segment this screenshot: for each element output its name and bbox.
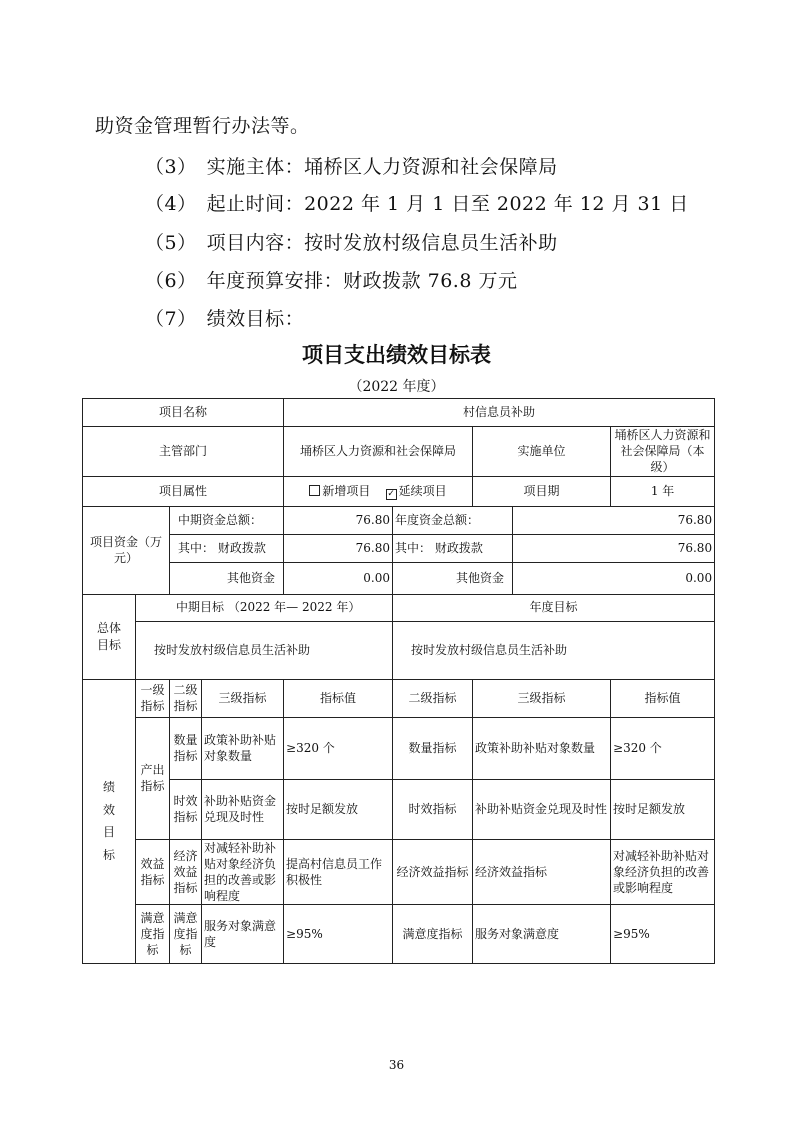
time-indicator-year: 补助补贴资金兑现及时性 — [473, 779, 611, 839]
time-indicator-label-year: 时效指标 — [393, 779, 473, 839]
attr-label: 项目属性 — [83, 476, 284, 506]
satisfaction-label: 满意度指标 — [136, 905, 170, 964]
body-line-2: （3） 实施主体：埇桥区人力资源和社会保障局 — [145, 156, 558, 178]
econ-indicator-year: 经济效益指标 — [473, 839, 611, 905]
qty-value: ≥320 个 — [284, 717, 393, 779]
mid-other-label: 其他资金 — [170, 562, 284, 594]
time-indicator-label: 时效指标 — [170, 779, 202, 839]
satisfaction-value-year: ≥95% — [611, 905, 715, 964]
qty-indicator: 政策补助补贴对象数量 — [202, 717, 284, 779]
project-name-value: 村信息员补助 — [284, 399, 715, 427]
fund-label: 项目资金（万元） — [83, 506, 170, 594]
unit-label: 实施单位 — [473, 427, 611, 477]
mid-other-value: 0.00 — [284, 562, 393, 594]
header-value: 指标值 — [284, 679, 393, 717]
econ-indicator: 对减轻补助补贴对象经济负担的改善或影响程度 — [202, 839, 284, 905]
qty-value-year: ≥320 个 — [611, 717, 715, 779]
new-project-checkbox — [309, 485, 320, 496]
econ-value-year: 对减轻补助补贴对象经济负担的改善或影响程度 — [611, 839, 715, 905]
year-goal-text: 按时发放村级信息员生活补助 — [393, 621, 715, 679]
overall-goal-label: 总体目标 — [83, 594, 136, 679]
econ-indicator-label-year: 经济效益指标 — [393, 839, 473, 905]
mid-fiscal-value: 76.80 — [284, 534, 393, 562]
benefit-indicator-label: 效益指标 — [136, 839, 170, 905]
unit-value: 埇桥区人力资源和社会保障局（本级） — [611, 427, 715, 477]
page-number: 36 — [388, 1058, 405, 1072]
body-line-5: （6） 年度预算安排：财政拨款 76.8 万元 — [145, 270, 518, 292]
table-title: 项目支出绩效目标表 — [302, 343, 491, 367]
period-label: 项目期 — [473, 476, 611, 506]
continue-project-checkbox: ✓ — [387, 488, 395, 499]
year-other-label: 其他资金 — [393, 562, 513, 594]
satisfaction-level2-label: 满意度指标 — [170, 905, 202, 964]
header-level3: 三级指标 — [202, 679, 284, 717]
satisfaction-indicator: 服务对象满意度 — [202, 905, 284, 964]
table-subtitle: （2022 年度） — [348, 379, 445, 395]
year-fiscal-value: 76.80 — [513, 534, 715, 562]
year-total-value: 76.80 — [513, 506, 715, 534]
dept-value: 埇桥区人力资源和社会保障局 — [284, 427, 473, 477]
output-indicator-label: 产出指标 — [136, 717, 170, 839]
period-value: 1 年 — [611, 476, 715, 506]
satisfaction-level2-label-year: 满意度指标 — [393, 905, 473, 964]
project-name-label: 项目名称 — [83, 399, 284, 427]
header-level3-year: 三级指标 — [473, 679, 611, 717]
continue-project-label: 延续项目 — [398, 483, 447, 498]
econ-indicator-label: 经济效益指标 — [170, 839, 202, 905]
body-line-3: （4） 起止时间：2022 年 1 月 1 日至 2022 年 12 月 31 日 — [145, 193, 689, 215]
time-value-year: 按时足额发放 — [611, 779, 715, 839]
body-line-4: （5） 项目内容：按时发放村级信息员生活补助 — [145, 232, 558, 254]
new-project-label: 新增项目 — [322, 483, 371, 498]
header-level2-year: 二级指标 — [393, 679, 473, 717]
year-other-value: 0.00 — [513, 562, 715, 594]
mid-total-value: 76.80 — [284, 506, 393, 534]
year-goal-header: 年度目标 — [393, 594, 715, 621]
body-line-1: 助资金管理暂行办法等。 — [95, 115, 310, 137]
qty-indicator-label: 数量指标 — [170, 717, 202, 779]
satisfaction-indicator-year: 服务对象满意度 — [473, 905, 611, 964]
mid-goal-text: 按时发放村级信息员生活补助 — [136, 621, 393, 679]
qty-indicator-year: 政策补助补贴对象数量 — [473, 717, 611, 779]
attr-options — [284, 476, 473, 506]
mid-goal-header: 中期目标 （2022 年— 2022 年） — [136, 594, 393, 621]
header-level1: 一级指标 — [136, 679, 170, 717]
econ-value: 提高村信息员工作积极性 — [284, 839, 393, 905]
header-level2: 二级指标 — [170, 679, 202, 717]
mid-fiscal-label: 其中： 财政拨款 — [170, 534, 284, 562]
body-line-6: （7） 绩效目标： — [145, 308, 305, 330]
dept-label: 主管部门 — [83, 427, 284, 477]
mid-total-label: 中期资金总额： — [170, 506, 284, 534]
year-fiscal-label: 其中： 财政拨款 — [393, 534, 513, 562]
time-indicator: 补助补贴资金兑现及时性 — [202, 779, 284, 839]
year-total-label: 年度资金总额： — [393, 506, 513, 534]
performance-target-table — [82, 398, 715, 964]
satisfaction-value: ≥95% — [284, 905, 393, 964]
perf-goal-label: 绩效目标 — [83, 679, 136, 964]
time-value: 按时足额发放 — [284, 779, 393, 839]
qty-indicator-label-year: 数量指标 — [393, 717, 473, 779]
header-value-year: 指标值 — [611, 679, 715, 717]
